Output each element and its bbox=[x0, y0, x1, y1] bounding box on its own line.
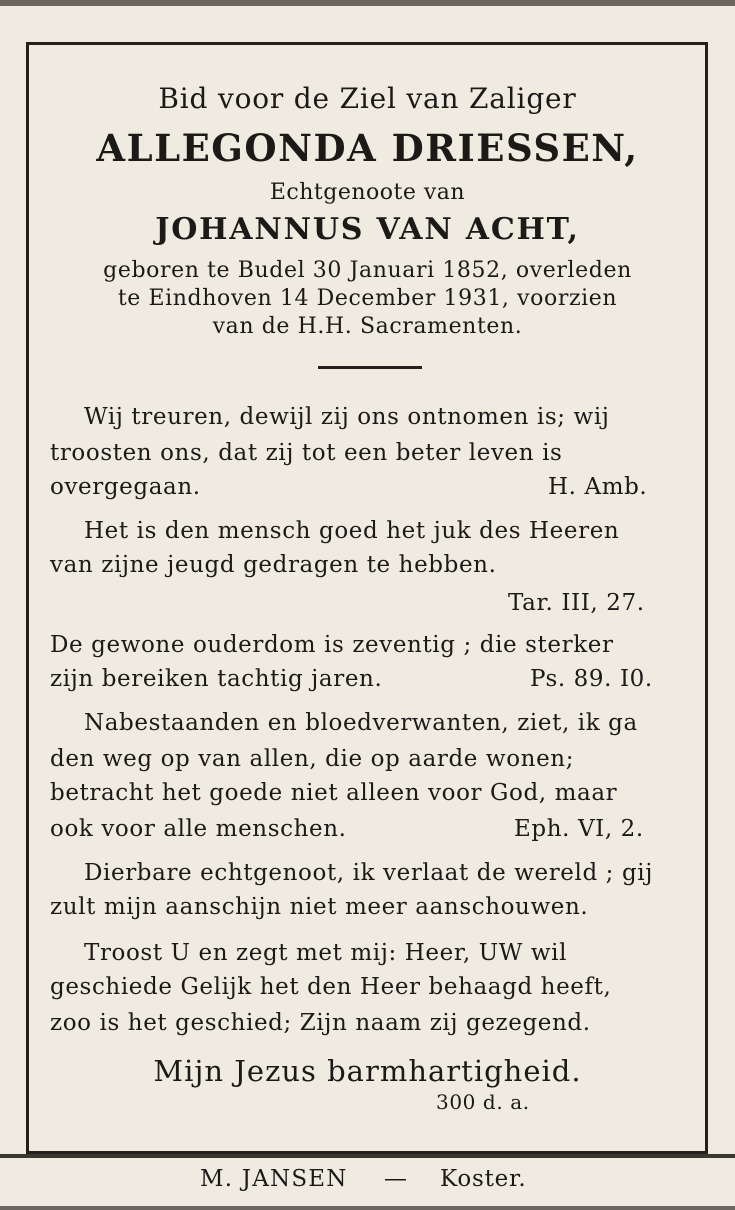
verse-line: van zijne jeugd gedragen te hebben. bbox=[50, 552, 497, 578]
spouse-name: JOHANNUS VAN ACHT, bbox=[155, 212, 580, 247]
verse-line: zult mijn aanschijn niet meer aanschouwen. bbox=[50, 894, 589, 920]
printer-name: M. JANSEN bbox=[200, 1166, 348, 1192]
bio-line: geboren te Budel 30 Januari 1852, overleden bbox=[103, 258, 632, 283]
verse-line: betracht het goede niet alleen voor God, maar bbox=[50, 780, 618, 806]
footer-divider bbox=[0, 1154, 735, 1158]
verse-line: zijn bereiken tachtig jaren. bbox=[50, 666, 383, 692]
verse-source: Tar. III, 27. bbox=[508, 590, 645, 616]
verse-line: troosten ons, dat zij tot een beter leven is bbox=[50, 440, 563, 466]
verse-source: H. Amb. bbox=[548, 474, 648, 500]
verse-line: Het is den mensch goed het juk des Heeren bbox=[84, 518, 620, 544]
footer-dash: — bbox=[384, 1166, 408, 1192]
verse-line: De gewone ouderdom is zeventig ; die sterker bbox=[50, 632, 614, 658]
spouse-intro: Echtgenoote van bbox=[269, 180, 466, 205]
verse-line: Dierbare echtgenoot, ik verlaat de wereld ; gij bbox=[84, 860, 653, 886]
closing-prayer: Mijn Jezus barmhartigheid. bbox=[153, 1054, 582, 1088]
indulgence: 300 d. a. bbox=[436, 1090, 530, 1114]
memorial-card bbox=[0, 6, 735, 1206]
verse-line: zoo is het geschied; Zijn naam zij gezegend. bbox=[50, 1010, 591, 1036]
verse-line: geschiede Gelijk het den Heer behaagd heeft, bbox=[50, 974, 612, 1000]
verse-line: ook voor alle menschen. bbox=[50, 816, 347, 842]
verse-source: Eph. VI, 2. bbox=[514, 816, 644, 842]
bio-line: te Eindhoven 14 December 1931, voorzien bbox=[117, 286, 618, 311]
verse-line: Wij treuren, dewijl zij ons ontnomen is; wij bbox=[84, 404, 610, 430]
deceased-name: ALLEGONDA DRIESSEN, bbox=[96, 126, 639, 170]
printer-role: Koster. bbox=[440, 1166, 527, 1192]
divider-rule bbox=[318, 366, 422, 369]
verse-line: den weg op van allen, die op aarde wonen; bbox=[50, 746, 575, 772]
verse-line: Troost U en zegt met mij: Heer, UW wil bbox=[84, 940, 568, 966]
verse-source: Ps. 89. I0. bbox=[530, 666, 653, 692]
bio-line: van de H.H. Sacramenten. bbox=[212, 314, 523, 339]
verse-line: overgegaan. bbox=[50, 474, 201, 500]
invocation: Bid voor de Ziel van Zaliger bbox=[158, 82, 577, 115]
verse-line: Nabestaanden en bloedverwanten, ziet, ik ga bbox=[84, 710, 638, 736]
